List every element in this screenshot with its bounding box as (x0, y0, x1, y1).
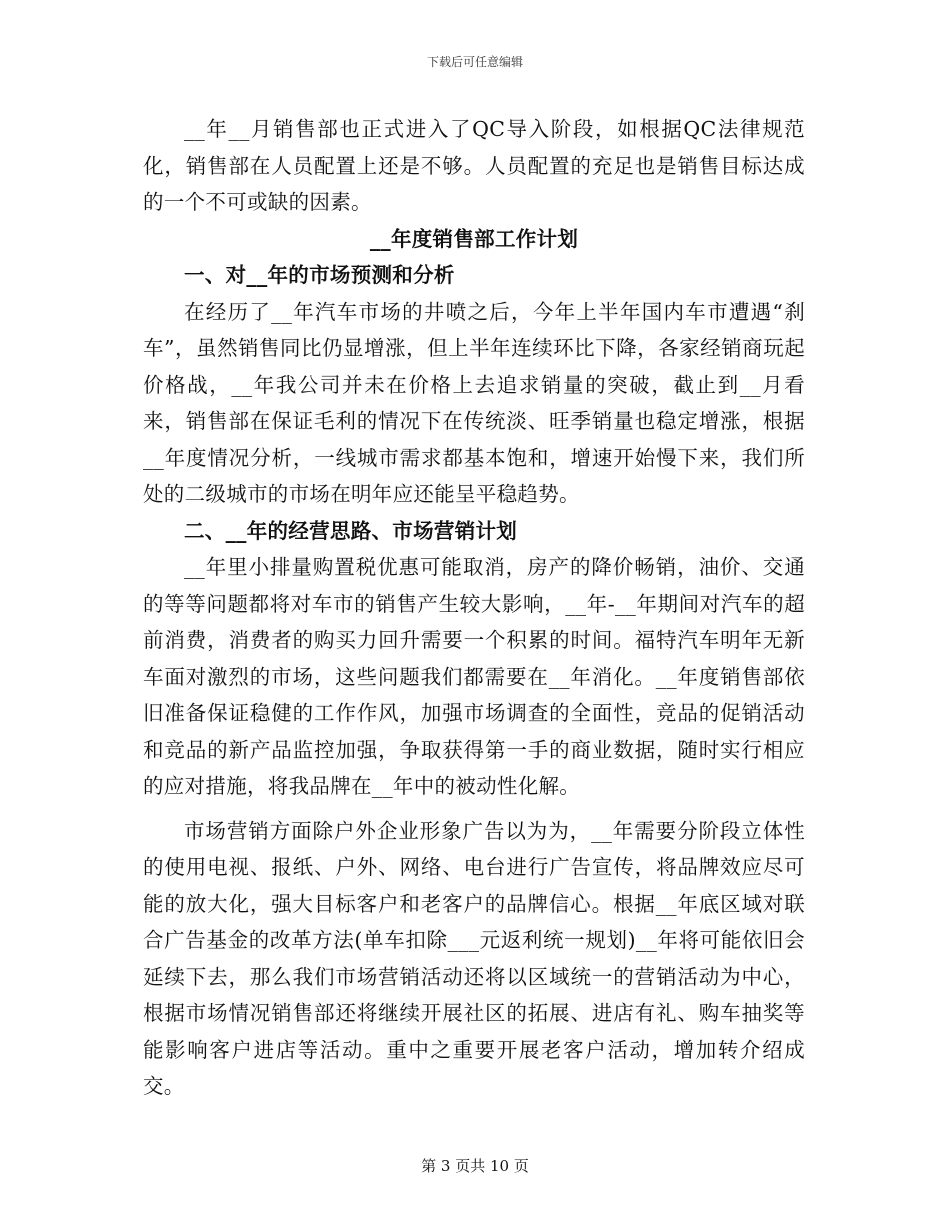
section1-heading: 一、对__年的市场预测和分析 (184, 263, 455, 287)
section2-heading: 二、__年的经营思路、市场营销计划 (184, 518, 518, 543)
document-title: __年度销售部工作计划 (369, 226, 579, 251)
page-footer: 第 3 页共 10 页 (421, 1157, 529, 1175)
intro-paragraph: __年__月销售部也正式进入了QC导入阶段，如根据QC法律规范化，销售部在人员配置上还是不够。人员配置的充足也是销售目标达成的一个不可或缺的因素。 (143, 117, 805, 214)
section2-paragraph-2: 市场营销方面除户外企业形象广告以为为，__年需要分阶段立体性的使用电视、报纸、户外、网络、电台进行广告宣传，将品牌效应尽可能的放大化，强大目标客户和老客户的品牌信心。根据__年底区域对联合广告基金的改革方法(单车扣除___元返利统一规划)__年将可能依旧会延续下去，那么我们市场营销活动还将以区域统一的营销活动为中心，根据市场情况销售部还将继续开展社区的拓展、进店有礼、购车抽奖等能影响客户进店等活动。重中之重要开展老客户活动，增加转介绍成交。 (143, 818, 805, 1098)
page-header: 下载后可任意编辑 (426, 55, 523, 69)
document-body (143, 111, 805, 1105)
section2-paragraph-1: __年里小排量购置税优惠可能取消，房产的降价畅销，油价、交通的等等问题都将对车市的销售产生较大影响，__年-__年期间对汽车的超前消费，消费者的购买力回升需要一个积累的时间。福特汽车明年无新车面对激烈的市场，这些问题我们都需要在__年消化。__年度销售部依旧准备保证稳健的工作作风，加强市场调查的全面性，竞品的促销活动和竞品的新产品监控加强，争取获得第一手的商业数据，随时实行相应的应对措施，将我品牌在__年中的被动性化解。 (143, 555, 805, 798)
paragraph-gap (143, 805, 805, 813)
section1-paragraph: 在经历了__年汽车市场的井喷之后，今年上半年国内车市遭遇“刹车”，虽然销售同比仍显增涨，但上半年连续环比下降，各家经销商玩起价格战，__年我公司并未在价格上去追求销量的突破，截止到__月看来，销售部在保证毛利的情况下在传统淡、旺季销量也稳定增涨，根据__年度情况分析，一线城市需求都基本饱和，增速开始慢下来，我们所处的二级城市的市场在明年应还能呈平稳趋势。 (143, 299, 805, 506)
